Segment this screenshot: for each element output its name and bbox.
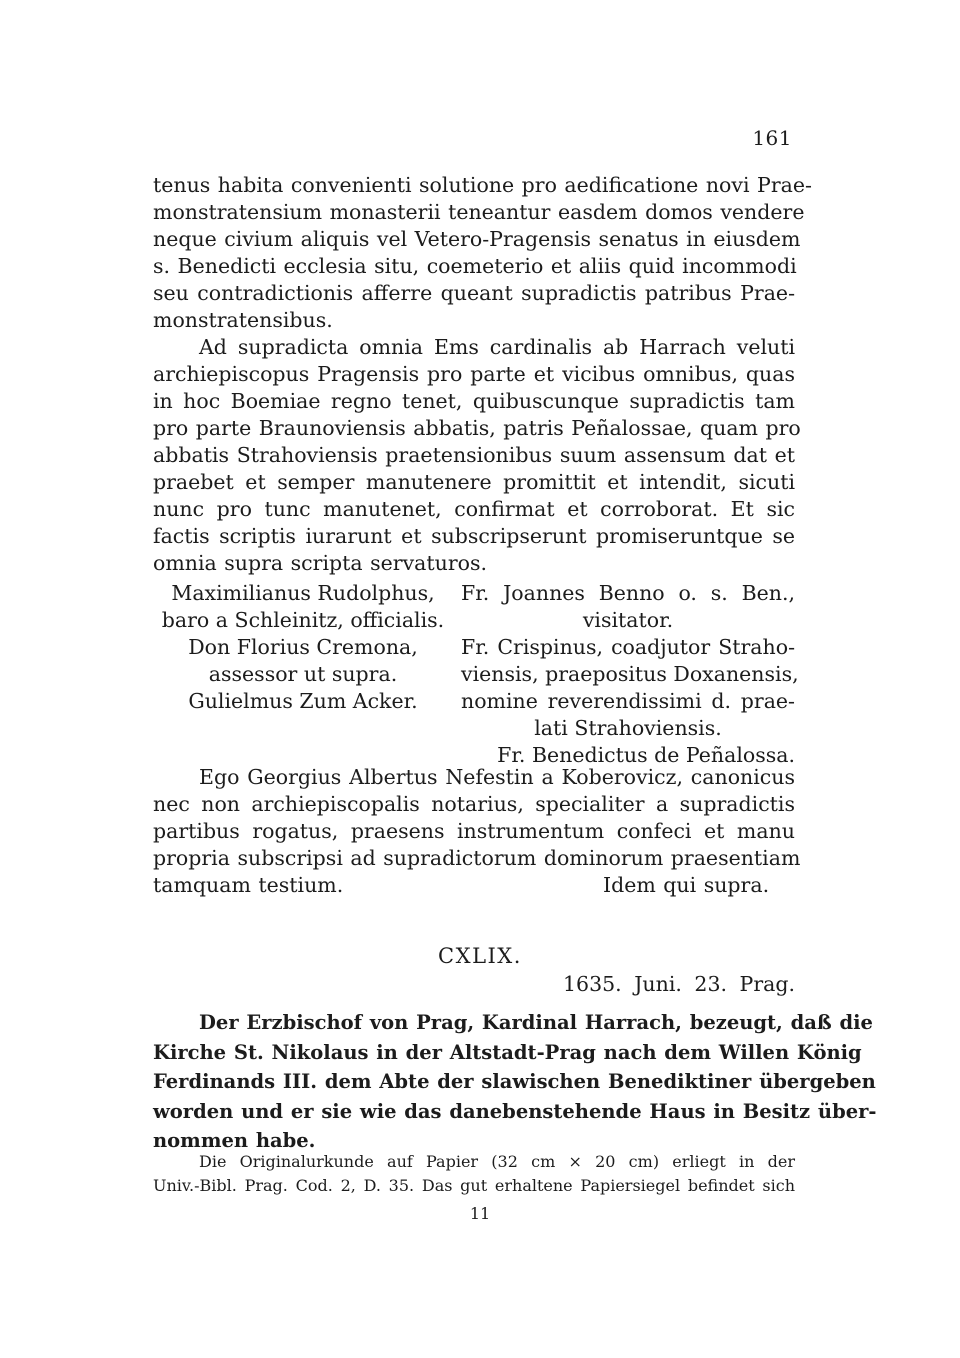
signature-line: baro a Schleinitz, officialis. bbox=[161, 608, 445, 632]
signature-line: Fr. Benedictus de Peñalossa. bbox=[497, 743, 795, 767]
text-line: factis scriptis iurarunt et subscripserunt promiseruntque se bbox=[153, 524, 795, 548]
text-line: tenus habita convenienti solutione pro aedificatione novi Prae- bbox=[153, 173, 812, 197]
signature-line: assessor ut supra. bbox=[208, 662, 398, 686]
signature-line: nomine reverendissimi d. prae- bbox=[461, 689, 795, 713]
text-line: nec non archiepiscopalis notarius, specialiter a supradictis bbox=[153, 792, 795, 816]
text-line bbox=[153, 872, 795, 899]
text-line: archiepiscopus Pragensis pro parte et vicibus omnibus, quas bbox=[153, 362, 795, 386]
dateline: 1635. Juni. 23. Prag. bbox=[563, 972, 795, 996]
signatures-left bbox=[153, 580, 453, 715]
signatures-block bbox=[153, 580, 799, 767]
text-line: pro parte Braunoviensis abbatis, patris Peñalossae, quam pro bbox=[153, 416, 801, 440]
text-line: Kirche St. Nikolaus in der Altstadt-Prag nach dem Willen König bbox=[153, 1040, 862, 1064]
signature-line: Fr. Crispinus, coadjutor Straho- bbox=[461, 635, 795, 659]
document-number: CXLIX. bbox=[438, 944, 522, 968]
source-note bbox=[153, 1150, 795, 1198]
text-line: monstratensibus. bbox=[153, 308, 333, 332]
text-line: monstratensium monasterii teneantur easdem domos vendere bbox=[153, 200, 805, 224]
signature-line: Gulielmus Zum Acker. bbox=[188, 689, 418, 713]
signature-line: Don Florius Cremona, bbox=[188, 635, 418, 659]
paragraph-continuation bbox=[153, 172, 812, 334]
regest-summary bbox=[153, 1008, 877, 1156]
text-line: Ferdinands III. dem Abte der slawischen Benediktiner übergeben bbox=[153, 1070, 876, 1093]
closing-text: tamquam testium. bbox=[153, 873, 344, 897]
paragraph-assent bbox=[153, 334, 801, 577]
notary-attestation bbox=[153, 764, 801, 899]
signature-line: lati Strahoviensis. bbox=[534, 716, 722, 740]
text-line: in hoc Boemiae regno tenet, quibuscunque supradictis tam bbox=[153, 389, 795, 413]
text-line: omnia supra scripta servaturos. bbox=[153, 551, 487, 575]
text-line: Die Originalurkunde auf Papier (32 cm × 20 cm) erliegt in der bbox=[199, 1152, 795, 1171]
sheet-signature-number: 11 bbox=[469, 1204, 491, 1223]
text-line: neque civium aliquis vel Vetero-Pragensis senatus in eiusdem bbox=[153, 227, 801, 251]
text-line: nunc pro tunc manutenet, confirmat et corroborat. Et sic bbox=[153, 497, 795, 521]
text-line: Ad supradicta omnia Ems cardinalis ab Harrach veluti bbox=[199, 335, 795, 359]
text-line: abbatis Strahoviensis praetensionibus suum assensum dat et bbox=[153, 443, 795, 467]
text-line: partibus rogatus, praesens instrumentum confeci et manu bbox=[153, 819, 795, 843]
signature-line: visitator. bbox=[582, 608, 674, 632]
text-line: Der Erzbischof von Prag, Kardinal Harrach, bezeugt, daß die bbox=[199, 1011, 873, 1034]
closing-signature: Idem qui supra. bbox=[603, 873, 770, 897]
signature-line: Fr. Joannes Benno o. s. Ben., bbox=[461, 581, 795, 605]
main-text bbox=[153, 172, 812, 899]
text-line: s. Benedicti ecclesia situ, coemeterio et aliis quid incommodi bbox=[153, 254, 797, 278]
text-line: worden und er sie wie das danebenstehende Haus in Besitz über- bbox=[153, 1099, 877, 1123]
signature-line: viensis, praepositus Doxanensis, bbox=[461, 662, 799, 686]
text-line: praebet et semper manutenere promittit et intendit, sicuti bbox=[153, 470, 795, 494]
text-line: Ego Georgius Albertus Nefestin a Koberovicz, canonicus bbox=[199, 765, 795, 789]
text-line: Univ.-Bibl. Prag. Cod. 2, D. 35. Das gut erhaltene Papiersiegel befindet sich bbox=[153, 1176, 795, 1195]
text-line: nommen habe. bbox=[153, 1129, 316, 1152]
signatures-right bbox=[461, 580, 799, 769]
text-line: propria subscripsi ad supradictorum dominorum praesentiam bbox=[153, 846, 801, 870]
page-number: 161 bbox=[752, 126, 792, 150]
text-line: seu contradictionis afferre queant supradictis patribus Prae- bbox=[153, 281, 795, 305]
signature-line: Maximilianus Rudolphus, bbox=[171, 581, 435, 605]
